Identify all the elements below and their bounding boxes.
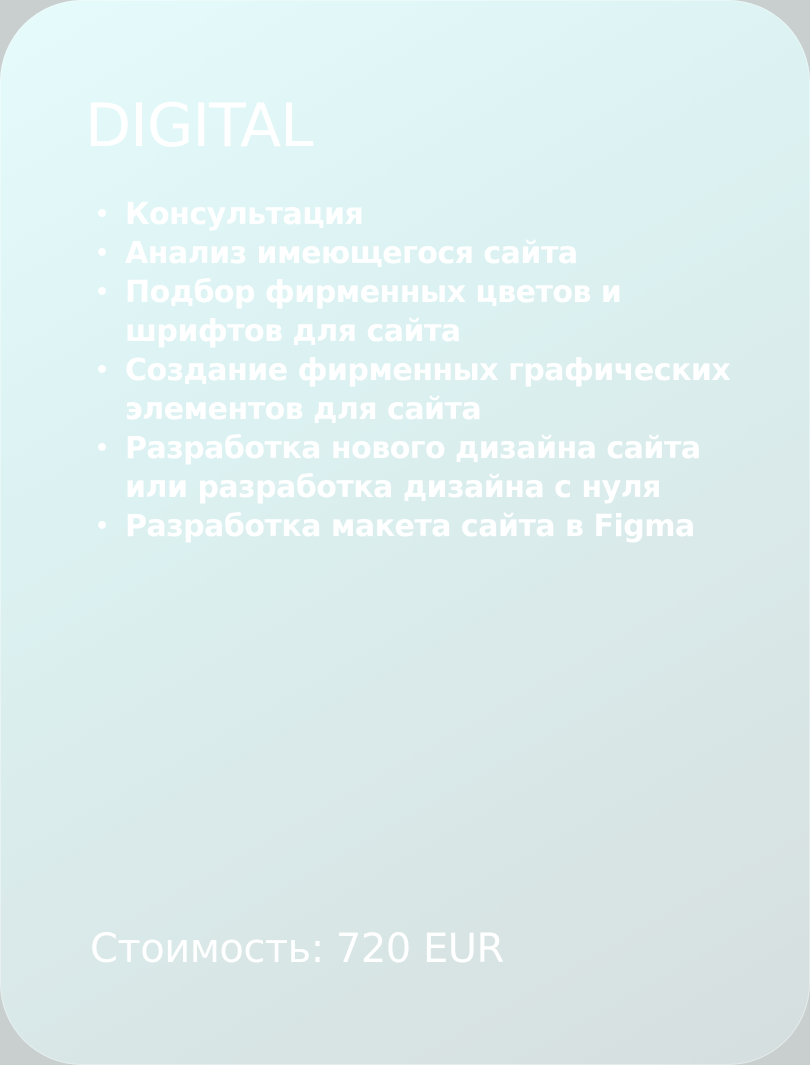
feature-text: Разработка нового дизайна сайта или разработка дизайна с нуля [125,431,701,505]
price-label: Стоимость: 720 EUR [90,926,504,972]
bullet-icon: • [95,358,109,383]
feature-text: Создание фирменных графических элементов для сайта [125,353,731,427]
feature-item [92,507,742,546]
bullet-icon: • [95,241,109,266]
feature-text: Анализ имеющегося сайта [125,236,578,271]
bullet-icon: • [95,514,109,539]
feature-text: Консультация [125,197,364,232]
bullet-icon: • [95,202,109,227]
bullet-icon: • [95,436,109,461]
feature-item [92,195,742,234]
feature-item [92,273,742,351]
bullet-icon: • [95,280,109,305]
feature-item [92,234,742,273]
feature-list [92,195,742,546]
feature-item [92,351,742,429]
feature-text: Подбор фирменных цветов и шрифтов для сайта [125,275,622,349]
card-title: DIGITAL [85,91,313,161]
feature-item [92,429,742,507]
feature-text: Разработка макета сайта в Figma [125,509,695,544]
